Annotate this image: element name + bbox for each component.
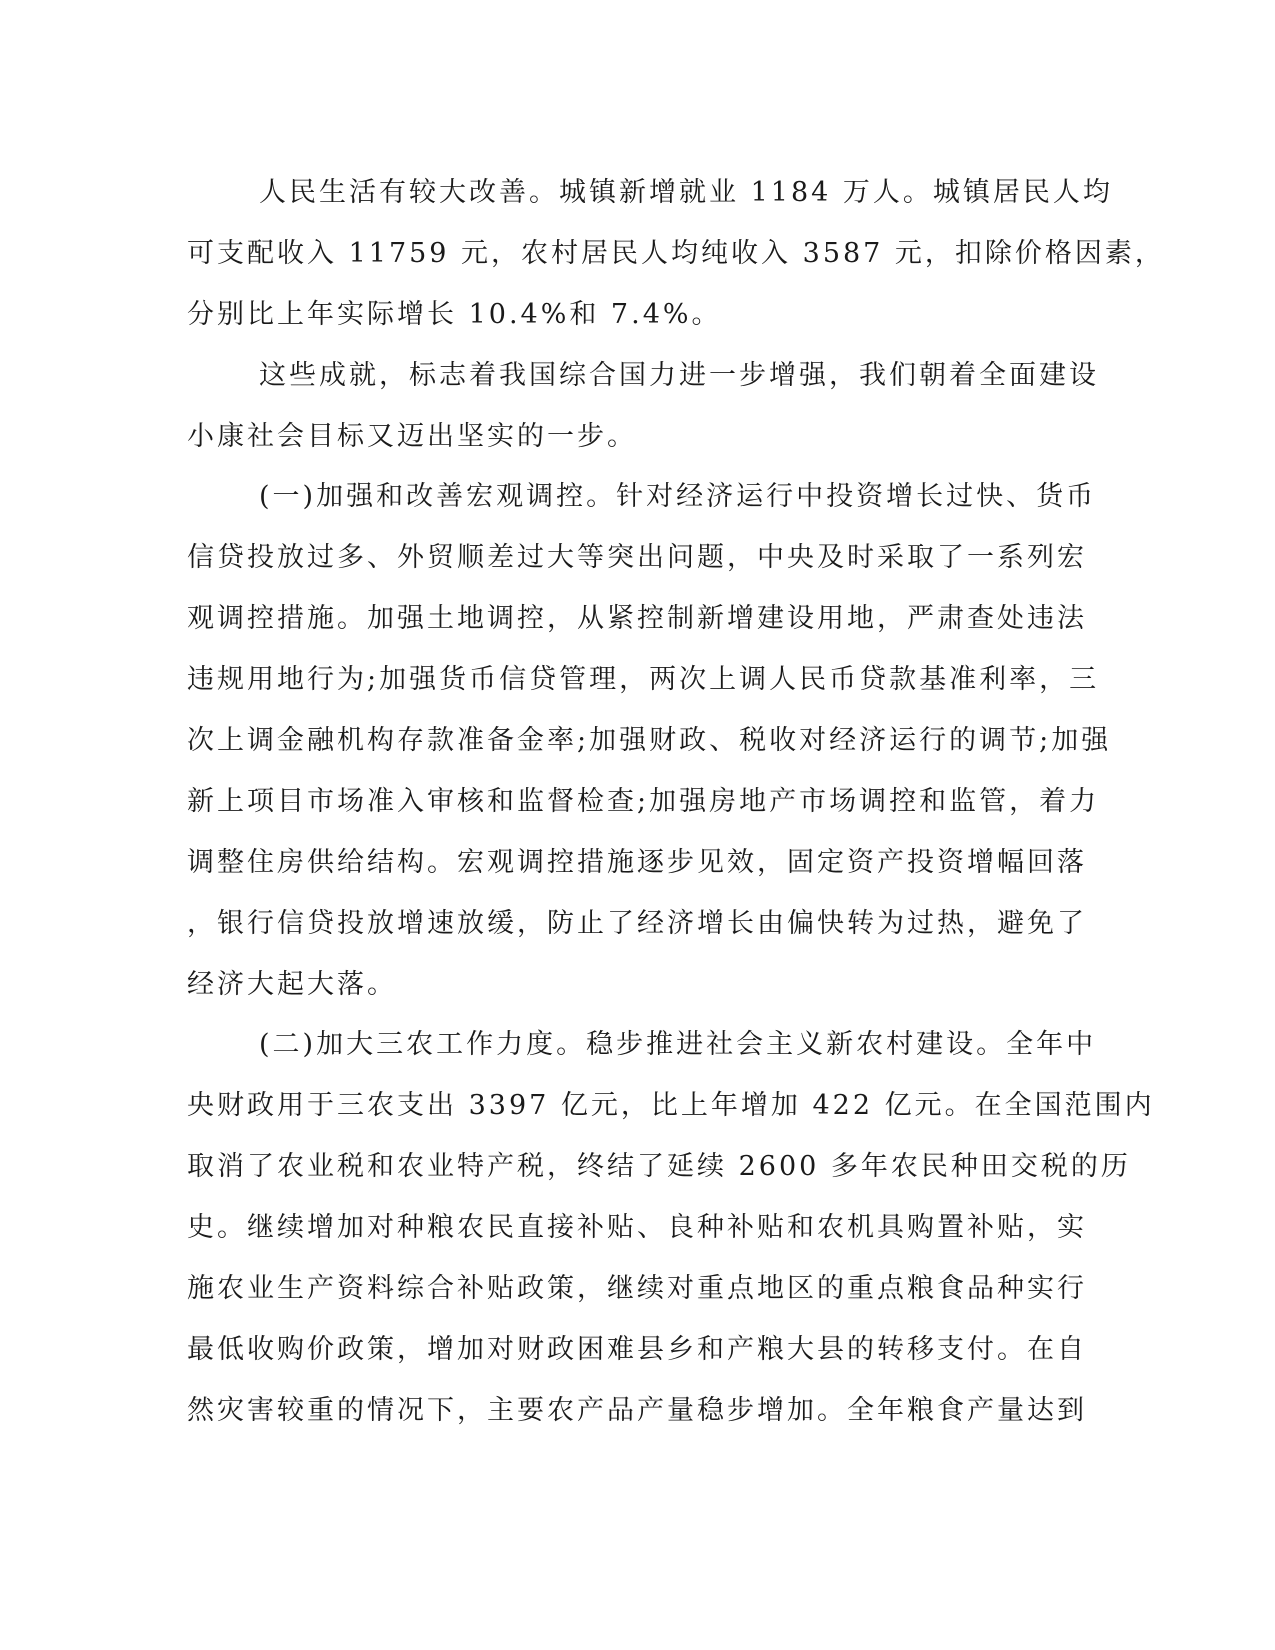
paragraph-4-line-5: 施农业生产资料综合补贴政策，继续对重点地区的重点粮食品种实行 [187, 1273, 1087, 1305]
paragraph-4-line-4: 史。继续增加对种粮农民直接补贴、良种补贴和农机具购置补贴，实 [187, 1212, 1087, 1244]
paragraph-4-line-1: (二)加大三农工作力度。稳步推进社会主义新农村建设。全年中 [259, 1029, 1097, 1061]
paragraph-2-line-1: 这些成就，标志着我国综合国力进一步增强，我们朝着全面建设 [259, 359, 1099, 391]
paragraph-3-line-5: 次上调金融机构存款准备金率;加强财政、税收对经济运行的调节;加强 [187, 725, 1112, 757]
paragraph-1-line-3: 分别比上年实际增长 10.4%和 7.4%。 [187, 298, 722, 330]
paragraph-3-line-7: 调整住房供给结构。宏观调控措施逐步见效，固定资产投资增幅回落 [187, 846, 1087, 878]
paragraph-2-line-2: 小康社会目标又迈出坚实的一步。 [187, 420, 637, 452]
paragraph-3-line-4: 违规用地行为;加强货币信贷管理，两次上调人民币贷款基准利率，三 [187, 664, 1100, 696]
paragraph-3-line-2: 信贷投放过多、外贸顺差过大等突出问题，中央及时采取了一系列宏 [187, 542, 1087, 574]
paragraph-1-line-2: 可支配收入 11759 元，农村居民人均纯收入 3587 元，扣除价格因素， [187, 237, 1165, 269]
paragraph-4-line-6: 最低收购价政策，增加对财政困难县乡和产粮大县的转移支付。在自 [187, 1333, 1087, 1365]
paragraph-4-line-3: 取消了农业税和农业特产税，终结了延续 2600 多年农民种田交税的历 [187, 1151, 1131, 1183]
paragraph-3-line-1: (一)加强和改善宏观调控。针对经济运行中投资增长过快、货币 [259, 481, 1097, 513]
paragraph-3-line-8: ，银行信贷投放增速放缓，防止了经济增长由偏快转为过热，避免了 [187, 907, 1087, 939]
paragraph-4-line-7: 然灾害较重的情况下，主要农产品产量稳步增加。全年粮食产量达到 [187, 1394, 1087, 1426]
paragraph-3-line-3: 观调控措施。加强土地调控，从紧控制新增建设用地，严肃查处违法 [187, 603, 1087, 635]
paragraph-4-line-2: 央财政用于三农支出 3397 亿元，比上年增加 422 亿元。在全国范围内 [187, 1090, 1155, 1122]
paragraph-3-line-6: 新上项目市场准入审核和监督检查;加强房地产市场调控和监管，着力 [187, 785, 1100, 817]
paragraph-1-line-1: 人民生活有较大改善。城镇新增就业 1184 万人。城镇居民人均 [259, 177, 1113, 208]
paragraph-3-line-9: 经济大起大落。 [187, 968, 397, 1000]
body-text [187, 163, 1165, 1442]
